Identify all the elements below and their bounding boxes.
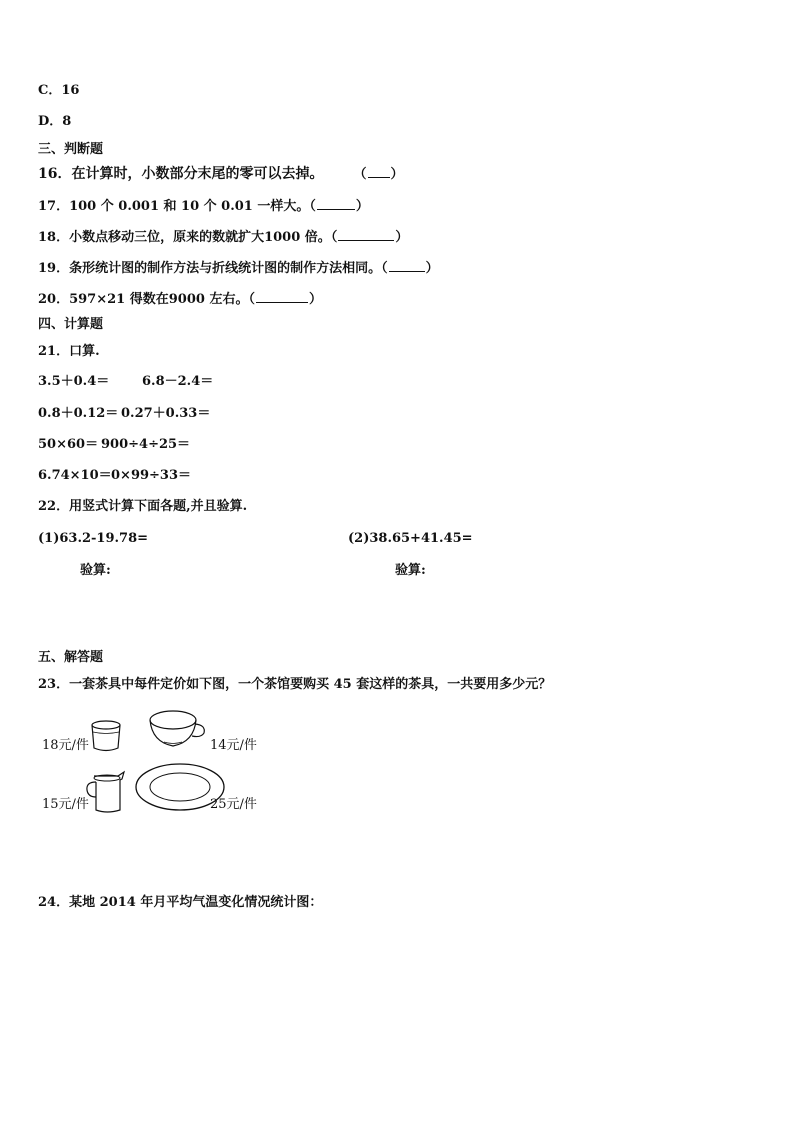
question-22-check-1: 验算:	[80, 563, 111, 578]
oral-calc-6: 900÷4÷25＝	[101, 437, 191, 452]
question-18-paren-open: （	[330, 230, 338, 245]
question-19-answer-blank[interactable]	[389, 259, 425, 272]
question-20	[38, 290, 322, 309]
question-22: 22．用竖式计算下面各题,并且验算.	[38, 499, 248, 514]
question-16-paren-close: ）	[390, 167, 404, 182]
question-17-paren-open: （	[309, 199, 316, 214]
question-17-text: 17．100 个 0.001 和 10 个 0.01 一样大。	[38, 199, 310, 214]
pitcher-illustration	[84, 770, 128, 814]
bowl-illustration	[146, 708, 210, 750]
question-16-text: 16．在计算时，小数部分末尾的零可以去掉。	[38, 166, 324, 182]
question-20-text: 20．597×21 得数在9000 左右。	[38, 292, 249, 307]
question-22-check-2: 验算:	[395, 563, 426, 578]
question-22-part-1: (1)63.2-19.78=	[38, 531, 149, 546]
question-19-text: 19．条形统计图的制作方法与折线统计图的制作方法相同。	[38, 261, 382, 276]
question-24: 24．某地 2014 年月平均气温变化情况统计图：	[38, 895, 323, 910]
question-16	[38, 165, 404, 184]
oral-calc-7: 6.74×10＝	[38, 468, 112, 483]
question-21: 21．口算.	[38, 344, 100, 359]
pitcher-price: 15元/件	[42, 797, 89, 812]
question-19-paren-close: ）	[425, 261, 439, 276]
question-18-paren-close: ）	[395, 230, 409, 245]
oral-calc-3: 0.8＋0.12＝	[38, 406, 119, 421]
question-19	[38, 259, 439, 278]
option-c: C．16	[38, 83, 80, 98]
question-17-answer-blank[interactable]	[317, 197, 355, 210]
question-16-paren-open: （	[353, 167, 367, 182]
section-3-title: 三、判断题	[38, 142, 104, 157]
oral-calc-2: 6.8－2.4＝	[142, 374, 214, 389]
oral-calc-8: 0×99÷33＝	[111, 468, 192, 483]
bowl-price: 14元/件	[210, 738, 257, 753]
question-17-paren-close: ）	[355, 199, 369, 214]
question-19-paren-open: （	[381, 261, 388, 276]
question-17	[38, 197, 369, 216]
section-4-title: 四、计算题	[38, 317, 104, 332]
question-22-part-2: (2)38.65+41.45=	[348, 531, 473, 546]
question-20-paren-close: ）	[308, 292, 322, 307]
oral-calc-5: 50×60＝	[38, 437, 99, 452]
question-18	[38, 228, 408, 247]
plate-price: 25元/件	[210, 797, 257, 812]
question-18-text: 18．小数点移动三位，原来的数就扩大1000 倍。	[38, 230, 331, 245]
question-18-answer-blank[interactable]	[338, 228, 394, 241]
question-20-answer-blank[interactable]	[256, 290, 308, 303]
oral-calc-1: 3.5＋0.4＝	[38, 374, 110, 389]
question-16-answer-blank[interactable]	[368, 165, 390, 178]
cup-price: 18元/件	[42, 738, 89, 753]
section-5-title: 五、解答题	[38, 650, 104, 665]
cup-illustration	[88, 718, 128, 754]
option-d: D．8	[38, 114, 72, 129]
oral-calc-4: 0.27＋0.33＝	[121, 406, 211, 421]
question-23: 23．一套茶具中每件定价如下图，一个茶馆要购买 45 套这样的茶具，一共要用多少元？	[38, 677, 552, 692]
question-20-paren-open: （	[248, 292, 255, 307]
